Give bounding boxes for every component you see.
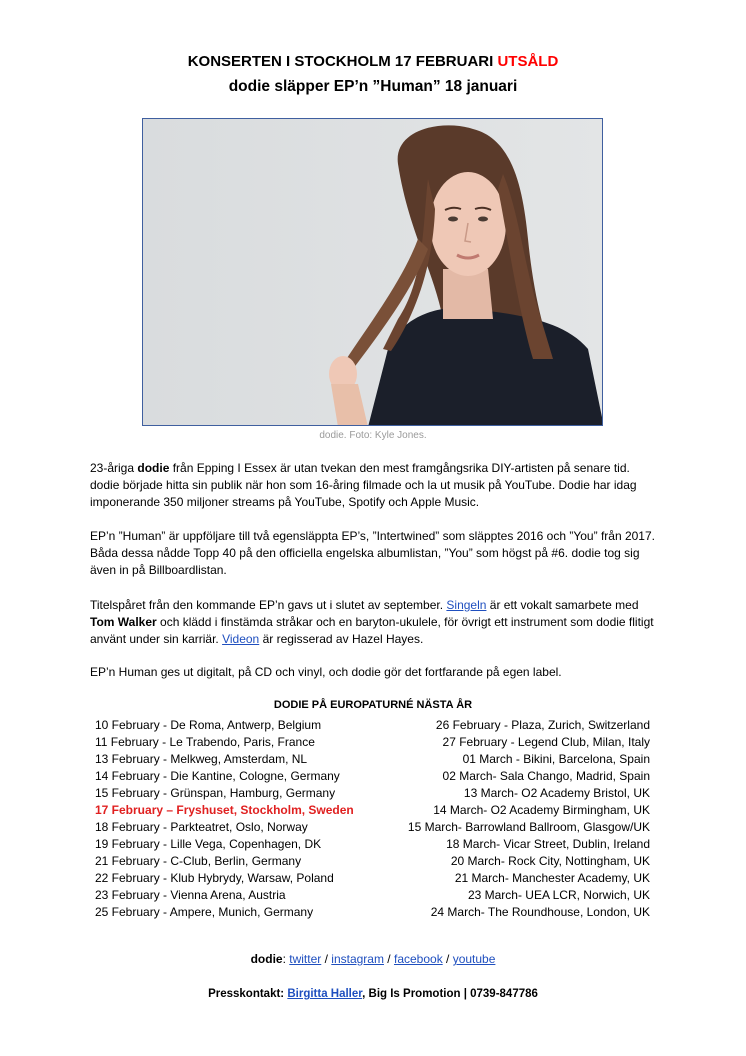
youtube-link[interactable]: youtube (452, 952, 496, 966)
tour-date: 15 February - Grünspan, Hamburg, Germany (95, 786, 336, 800)
press-label: Presskontakt: (208, 988, 288, 1000)
single-text-c: och klädd i finstämda stråkar och en baryton-ukulele, för övrigt ett instrument som dodie flitigt använt under sin karriär. (90, 615, 654, 646)
twitter-link[interactable]: twitter (289, 952, 322, 966)
tour-date: 18 March- Vicar Street, Dublin, Ireland (446, 837, 650, 851)
social-links (0, 952, 746, 966)
press-contact (0, 988, 746, 1000)
tour-date: 14 March- O2 Academy Birmingham, UK (433, 803, 650, 817)
tour-date: 23 March- UEA LCR, Norwich, UK (467, 888, 650, 902)
social-separator: / (321, 952, 332, 966)
tour-date: 22 February - Klub Hybrydy, Warsaw, Poland (95, 871, 334, 885)
tour-date: 01 March - Bikini, Barcelona, Spain (462, 752, 650, 766)
headline-text: KONSERTEN I STOCKHOLM 17 FEBRUARI (187, 53, 498, 70)
tour-date: 24 March- The Roundhouse, London, UK (430, 905, 650, 919)
tour-date: 18 February - Parkteatret, Oslo, Norway (95, 820, 308, 834)
facebook-link[interactable]: facebook (393, 952, 443, 966)
social-separator: / (383, 952, 394, 966)
tour-date: 02 March- Sala Chango, Madrid, Spain (442, 769, 650, 783)
tour-date: 10 February - De Roma, Antwerp, Belgium (95, 718, 322, 732)
tour-date: 19 February - Lille Vega, Copenhagen, DK (95, 837, 322, 851)
tour-date: 15 March- Barrowland Ballroom, Glasgow/UK (407, 820, 650, 834)
press-contact-link[interactable]: Birgitta Haller (287, 988, 363, 1000)
tour-date: 27 February - Legend Club, Milan, Italy (442, 735, 650, 749)
tour-date: 23 February - Vienna Arena, Austria (95, 888, 286, 902)
artist-name: dodie (137, 461, 170, 475)
photo-caption: dodie. Foto: Kyle Jones. (319, 430, 427, 441)
paragraph-single (90, 597, 660, 648)
tour-date-stockholm: 17 February – Fryshuset, Stockholm, Sweden (95, 803, 354, 817)
single-text-a: Titelspåret från den kommande EP’n gavs ut i slutet av september. (90, 598, 447, 612)
press-details: , Big Is Promotion | 0739-847786 (362, 988, 538, 1000)
artist-photo-illustration (143, 119, 603, 426)
tour-date: 20 March- Rock City, Nottingham, UK (450, 854, 650, 868)
tour-date: 21 February - C-Club, Berlin, Germany (95, 854, 302, 868)
instagram-link[interactable]: instagram (331, 952, 384, 966)
single-text-b: är ett vokalt samarbete med (486, 598, 639, 612)
tour-dates-left (95, 717, 354, 921)
tour-heading: DODIE PÅ EUROPATURNÉ NÄSTA ÅR (273, 699, 473, 711)
intro-text-b: från Epping I Essex är utan tvekan den mest framgångsrika DIY-artisten på senare tid. dodie började hitta sin publik när hon som 16-åring filmade och la ut musik på YouTube. Dodie har idag imponerande 350 miljoner streams på YouTube, Spotify och Apple Music. (90, 461, 637, 509)
subheadline: dodie släpper EP’n ”Human” 18 januari (228, 78, 518, 95)
social-colon: : (282, 952, 290, 966)
headline (0, 53, 746, 70)
single-text-d: är regisserad av Hazel Hayes. (259, 632, 424, 646)
tour-date: 14 February - Die Kantine, Cologne, Germany (95, 769, 340, 783)
paragraph-ep: EP’n ”Human” är uppföljare till två egensläppta EP’s, ”Intertwined” som släpptes 2016 och ”You” från 2017. Båda dessa nådde Topp 40 på den officiella engelska albumlistan, ”You” som högst på #6. dodie tog sig även in på Billboardlistan. (90, 529, 655, 577)
paragraph-intro (90, 460, 660, 511)
single-link[interactable]: Singeln (446, 598, 487, 612)
video-link[interactable]: Videon (222, 632, 260, 646)
tour-dates-right (408, 717, 650, 921)
tour-date: 21 March- Manchester Academy, UK (454, 871, 650, 885)
tour-date: 13 March- O2 Academy Bristol, UK (463, 786, 650, 800)
artist-photo (142, 118, 603, 426)
tour-date: 11 February - Le Trabendo, Paris, France (95, 735, 315, 749)
soldout-label: UTSÅLD (497, 53, 559, 70)
social-separator: / (442, 952, 453, 966)
tour-date: 25 February - Ampere, Munich, Germany (95, 905, 314, 919)
tour-date: 26 February - Plaza, Zurich, Switzerland (435, 718, 650, 732)
intro-text-a: 23-åriga (90, 461, 138, 475)
collaborator-name: Tom Walker (90, 615, 157, 629)
social-label: dodie (250, 952, 283, 966)
tour-date: 13 February - Melkweg, Amsterdam, NL (95, 752, 308, 766)
paragraph-release: EP’n Human ges ut digitalt, på CD och vinyl, och dodie gör det fortfarande på egen label. (90, 665, 562, 679)
